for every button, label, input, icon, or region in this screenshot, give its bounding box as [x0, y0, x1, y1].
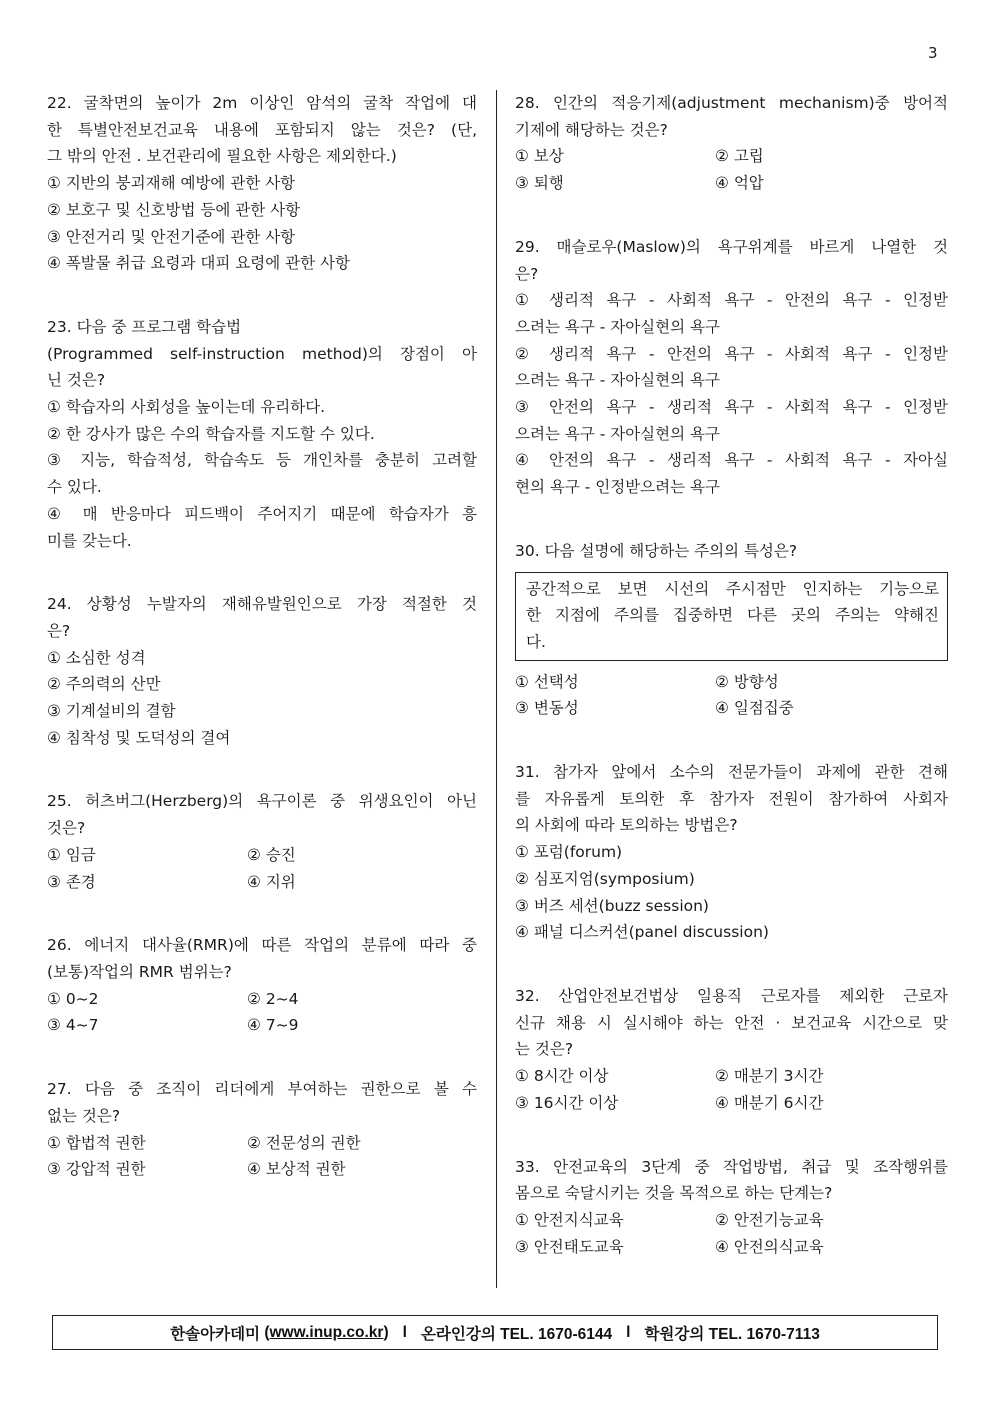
online-phone: 온라인강의 TEL. 1670-6144	[420, 1325, 613, 1343]
question-text: 몸으로 숙달시키는 것을 목적으로 하는 단계는?	[515, 1184, 833, 1203]
option-4: ④ 일점집중	[715, 699, 794, 718]
option-3: ③ 존경	[47, 872, 96, 891]
option-1: ① 안전지식교육	[515, 1210, 624, 1229]
question-28	[515, 90, 948, 197]
option-2: ② 생리적 욕구 - 안전의 욕구 - 사회적 욕구 - 인정받	[515, 344, 948, 363]
question-text: 은?	[515, 264, 539, 283]
option-4: ④ 매 반응마다 피드백이 주어지기 때문에 학습자가 흥	[47, 504, 477, 523]
question-27	[47, 1076, 477, 1183]
footer-separator: l	[402, 1323, 407, 1341]
option-2: ② 한 강사가 많은 수의 학습자를 지도할 수 있다.	[47, 424, 375, 443]
question-29	[515, 234, 948, 501]
question-text: 24. 상황성 누발자의 재해유발원인으로 가장 적절한 것	[47, 595, 477, 614]
option-1: ① 지반의 붕괴재해 예방에 관한 사항	[47, 174, 296, 193]
question-text: 31. 참가자 앞에서 소수의 전문가들이 과제에 관한 견해	[515, 763, 948, 782]
question-30	[515, 538, 948, 722]
option-2: ② 매분기 3시간	[715, 1067, 824, 1086]
column-divider	[496, 90, 497, 1288]
question-25	[47, 788, 477, 895]
question-text: 33. 안전교육의 3단계 중 작업방법, 취급 및 조작행위를	[515, 1157, 948, 1176]
left-column	[47, 90, 477, 1183]
option-1-cont: 으려는 욕구 - 자아실현의 욕구	[515, 317, 720, 336]
option-3: ③ 버즈 세션(buzz session)	[515, 896, 709, 915]
option-1: ① 8시간 이상	[515, 1067, 609, 1086]
question-text: 닌 것은?	[47, 371, 106, 390]
option-3-cont: 수 있다.	[47, 478, 102, 497]
option-4: ④ 패널 디스커션(panel discussion)	[515, 923, 769, 942]
question-text: 은?	[47, 621, 71, 640]
option-1: ① 0~2	[47, 989, 99, 1008]
option-1: ① 생리적 욕구 - 사회적 욕구 - 안전의 욕구 - 인정받	[515, 291, 948, 310]
option-4: ④ 보상적 권한	[247, 1160, 346, 1179]
option-4: ④ 7~9	[247, 1016, 299, 1035]
option-4: ④ 안전의식교육	[715, 1237, 824, 1256]
right-column	[515, 90, 948, 1260]
page-number: 3	[928, 44, 938, 62]
option-3: ③ 지능, 학습적성, 학습속도 등 개인차를 충분히 고려할	[47, 451, 477, 470]
question-text: 23. 다음 중 프로그램 학습법	[47, 317, 242, 336]
question-text: 32. 산업안전보건법상 일용직 근로자를 제외한 근로자	[515, 986, 948, 1005]
question-text: 기제에 해당하는 것은?	[515, 120, 668, 139]
option-2: ② 승진	[247, 845, 296, 864]
box-text: 한 지점에 주의를 집중하면 다른 곳의 주의는 약해진	[526, 606, 939, 625]
option-1: ① 소심한 성격	[47, 648, 146, 667]
option-4-cont: 현의 욕구 - 인정받으려는 욕구	[515, 478, 720, 497]
description-box	[515, 572, 948, 661]
question-22	[47, 90, 477, 277]
option-2: ② 방향성	[715, 672, 779, 691]
question-text: 의 사회에 따라 토의하는 방법은?	[515, 816, 738, 835]
question-text: (Programmed self-instruction method)의 장점이 아	[47, 344, 477, 363]
option-3: ③ 기계설비의 결함	[47, 702, 176, 721]
option-1: ① 선택성	[515, 672, 579, 691]
option-3: ③ 16시간 이상	[515, 1093, 619, 1112]
option-3: ③ 안전의 욕구 - 생리적 욕구 - 사회적 욕구 - 인정받	[515, 398, 948, 417]
option-1: ① 포럼(forum)	[515, 843, 623, 862]
option-3: ③ 안전거리 및 안전기준에 관한 사항	[47, 227, 296, 246]
option-3: ③ 변동성	[515, 699, 579, 718]
option-2: ② 심포지엄(symposium)	[515, 869, 695, 888]
option-4: ④ 침착성 및 도덕성의 결여	[47, 728, 231, 747]
question-text: 를 자유롭게 토의한 후 참가자 전원이 참가하여 사회자	[515, 789, 948, 808]
option-2: ② 2~4	[247, 989, 299, 1008]
website-link[interactable]: www.inup.co.kr	[269, 1323, 384, 1341]
question-text: 28. 인간의 적응기제(adjustment mechanism)중 방어적	[515, 94, 948, 112]
footer-separator: l	[626, 1323, 631, 1341]
question-text: 30. 다음 설명에 해당하는 주의의 특성은?	[515, 541, 798, 560]
question-text: 없는 것은?	[47, 1106, 121, 1125]
option-1: ① 임금	[47, 845, 96, 864]
option-2: ② 고립	[715, 147, 764, 166]
question-32	[515, 983, 948, 1117]
option-4: ④ 안전의 욕구 - 생리적 욕구 - 사회적 욕구 - 자아실	[515, 451, 948, 470]
question-text: 25. 허츠버그(Herzberg)의 욕구이론 중 위생요인이 아닌	[47, 792, 477, 811]
box-text: 다.	[526, 632, 546, 651]
question-26	[47, 932, 477, 1039]
question-text: (보통)작업의 RMR 범위는?	[47, 962, 232, 981]
footer-banner: 한솔아카데미 ( www.inup.co.kr ) l 온라인강의 TEL. 1670-6144 l 학원강의 TEL. 1670-7113	[52, 1315, 938, 1350]
question-text: 27. 다음 중 조직이 리더에게 부여하는 권한으로 볼 수	[47, 1080, 477, 1099]
question-text: 그 밖의 안전 . 보건관리에 필요한 사항은 제외한다.)	[47, 147, 397, 166]
option-1: ① 합법적 권한	[47, 1133, 146, 1152]
option-4: ④ 억압	[715, 174, 764, 193]
option-2-cont: 으려는 욕구 - 자아실현의 욕구	[515, 371, 720, 390]
option-4: ④ 폭발물 취급 요령과 대피 요령에 관한 사항	[47, 254, 350, 273]
question-text: 한 특별안전보건교육 내용에 포함되지 않는 것은? (단,	[47, 120, 477, 139]
question-text: 는 것은?	[515, 1040, 574, 1059]
option-3: ③ 강압적 권한	[47, 1160, 146, 1179]
option-1: ① 보상	[515, 147, 564, 166]
option-2: ② 주의력의 산만	[47, 675, 161, 694]
option-4: ④ 지위	[247, 872, 296, 891]
question-text: 29. 매슬로우(Maslow)의 욕구위계를 바르게 나열한 것	[515, 237, 948, 256]
option-3: ③ 안전태도교육	[515, 1237, 624, 1256]
option-4-cont: 미를 갖는다.	[47, 531, 132, 550]
option-2: ② 보호구 및 신호방법 등에 관한 사항	[47, 200, 301, 219]
option-4: ④ 매분기 6시간	[715, 1093, 824, 1112]
academy-name: 한솔아카데미	[170, 1325, 261, 1343]
option-3: ③ 4~7	[47, 1016, 99, 1035]
offline-phone: 학원강의 TEL. 1670-7113	[644, 1325, 820, 1343]
option-3-cont: 으려는 욕구 - 자아실현의 욕구	[515, 424, 720, 443]
question-text: 22. 굴착면의 높이가 2m 이상인 암석의 굴착 작업에 대	[47, 94, 477, 112]
option-2: ② 안전기능교육	[715, 1210, 824, 1229]
question-24	[47, 591, 477, 751]
option-2: ② 전문성의 권한	[247, 1133, 361, 1152]
question-33	[515, 1154, 948, 1261]
question-text: 신규 채용 시 실시해야 하는 안전 · 보건교육 시간으로 맞	[515, 1013, 948, 1032]
option-3: ③ 퇴행	[515, 174, 564, 193]
option-1: ① 학습자의 사회성을 높이는데 유리하다.	[47, 398, 326, 417]
question-31	[515, 759, 948, 946]
question-23	[47, 314, 477, 554]
question-text: 것은?	[47, 819, 86, 838]
box-text: 공간적으로 보면 시선의 주시점만 인지하는 기능으로	[526, 579, 939, 598]
question-text: 26. 에너지 대사율(RMR)에 따른 작업의 분류에 따라 중	[47, 936, 477, 955]
